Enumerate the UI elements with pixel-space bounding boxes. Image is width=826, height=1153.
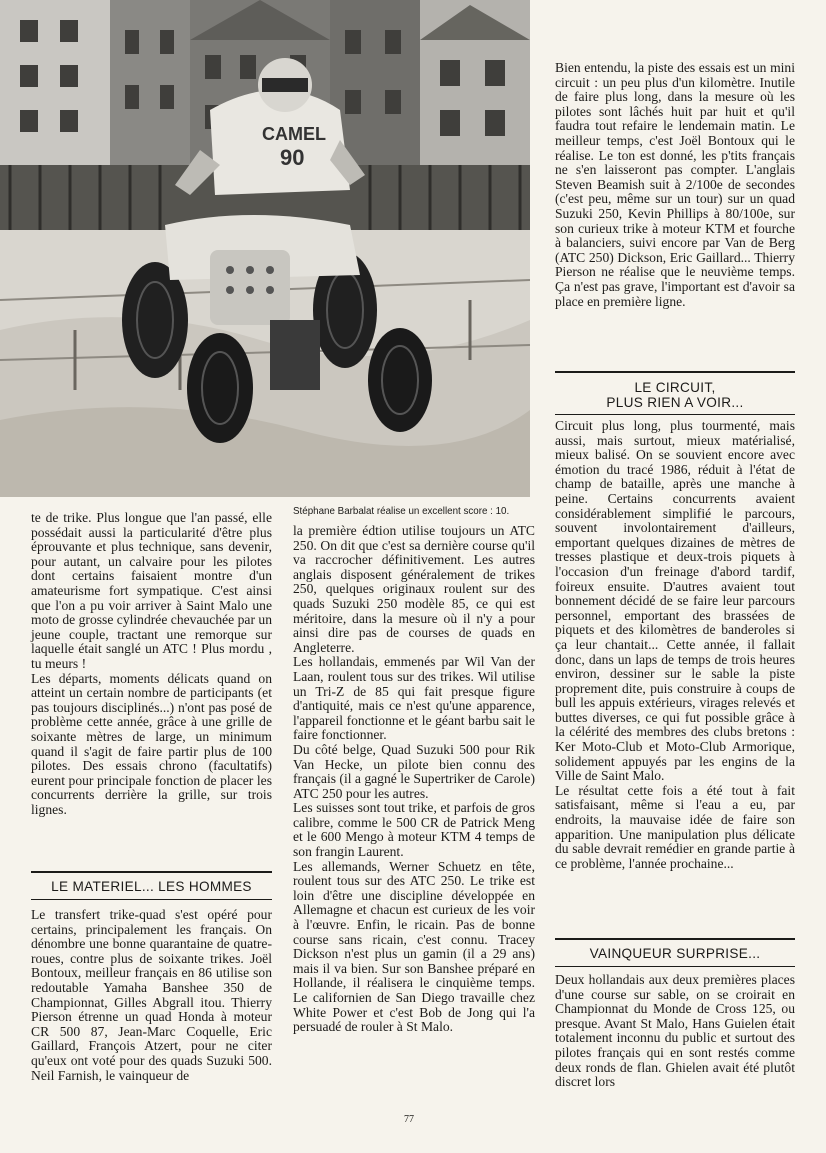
paragraph: Les hollandais, emmenés par Wil Van der Laan, roulent tous sur des trikes. Wil utilise un Tri-Z de 85 qui fait presque figure d'antiquité, mais ce n'est qu'une apparence, l'appareil fonctionne et le géant barbu sait le faire fonctionner. bbox=[293, 654, 535, 743]
section-heading-vainqueur: VAINQUEUR SURPRISE... bbox=[555, 938, 795, 967]
column-3-continued bbox=[555, 419, 795, 871]
heading-line: PLUS RIEN A VOIR... bbox=[606, 395, 744, 410]
paragraph: Les suisses sont tout trike, et parfois de gros calibre, comme le 500 CR de Patrick Meng et le 600 Mengo à moteur KTM 4 temps de son frangin Laurent. bbox=[293, 800, 535, 860]
paragraph: la première édtion utilise toujours un ATC 250. On dit que c'est sa dernière course qu'il va raccrocher définitivement. Les autres anglais disposent généralement de trikes 250, quelques originaux roulent sur des quads Suzuki 250 modèle 85, ce qui est méritoire, dans la mesure où il n'y a pour ainsi dire pas de courses de quads en Angleterre. bbox=[293, 523, 535, 655]
page-number: 77 bbox=[404, 1114, 414, 1125]
paragraph: Le résultat cette fois a été tout à fait satisfaisant, même si l'eau a eu, par endroits, la mauvaise idée de faire son apparition. Une manipulation plus délicate du sable devrait remédier en grande partie à ce problème, l'année prochaine... bbox=[555, 782, 795, 871]
photo-caption: Stéphane Barbalat réalise un excellent score : 10. bbox=[293, 506, 510, 517]
paragraph: Les départs, moments délicats quand on atteint un certain nombre de participants (et pas toujours disciplinés...) n'ont pas posé de problème cette année, grâce à une grille de soixante mètres de large, un minimum quand il s'agit de faire partir plus de 100 pilotes. Des essais chrono (facultatifs) eurent pour principale fonction de placer les concurrents derrière la grille, sur trois lignes. bbox=[31, 670, 272, 817]
paragraph: te de trike. Plus longue que l'an passé, elle possédait aussi la particularité d'être plus éprouvante et plus technique, sans devenir, pour autant, un calvaire pour les pilotes dont certains faisaient montre d'un amateurisme fort sympatique. C'est ainsi que l'on a pu voir arriver à Saint Malo une moto de grosse cylindrée chevauchée par un jeune couple, tractant une remorque sur laquelle était sanglé un ATC ! Plus mordu , tu meurs ! bbox=[31, 510, 272, 671]
paragraph: Circuit plus long, plus tourmenté, mais aussi, mais surtout, mieux matérialisé, mieux balisé. On se souvient encore avec émotion du tracé 1986, réduit à l'état de champ de bataille, après une manche à peine. Certains concurrents avaient considérablement simplifié le parcours, souvent involontairement d'ailleurs, emportant quelques dizaines de mètres de tresses plastique et deux-trois piquets à l'occasion d'un freinage d'abord tardif, foireux ensuite. D'autres avaient tout bonnement décidé de se faire leur parcours personnel, emportant des brassées de piquets et des kilomètres de banderoles si ça leur chantait... Cette année, il fallait donc, dans un laps de temps de trois heures environ, dessiner sur le sable la piste proprement dite, puis construire à coups de bull les appuis extérieurs, virages relevés et buttes diverses, ce qui fut possible grâce à la célérité des membres des clubs bretons : Ker Moto-Club et Moto-Club Armorique, solidement appuyés par les engins de la Ville de Saint Malo. bbox=[555, 418, 795, 784]
svg-text:CAMEL: CAMEL bbox=[262, 124, 326, 144]
column-3-final bbox=[555, 973, 795, 1090]
column-1-continued bbox=[31, 908, 272, 1083]
heading-line: LE CIRCUIT, bbox=[634, 380, 716, 395]
paragraph: Les allemands, Werner Schuetz en tête, roulent tous sur des ATC 250. Le trike est loin d'être une discipline développée en Allemagne et chacun est curieux de les voir à l'œuvre. Enfin, le ricain. Pas de bonne course sans ricain, c'est connu. Tracey Dickson n'est plus un gamin (il a 29 ans) mais il va bien. Sur son Banshee préparé en Hollande, il réalisera le cinquième temps. Le californien de San Diego travaille chez White Power et c'est Bob de Jong qui l'a persuadé de rouler à St Malo. bbox=[293, 858, 535, 1035]
section-heading-circuit bbox=[555, 371, 795, 415]
column-1 bbox=[31, 511, 272, 817]
column-2 bbox=[293, 524, 535, 1035]
svg-text:90: 90 bbox=[280, 145, 305, 170]
paragraph: Deux hollandais aux deux premières places d'une course sur sable, on se croirait en Championnat du Monde de Cross 125, ou presque. Avant St Malo, Hans Guielen était totalement inconnu du public et surtout des pilotes français qui en sont restés comme deux ronds de flan. Ghielen avait été plutôt discret lors bbox=[555, 972, 795, 1090]
section-heading-materiel: LE MATERIEL... LES HOMMES bbox=[31, 871, 272, 900]
paragraph: Du côté belge, Quad Suzuki 500 pour Rik Van Hecke, un pilote bien connu des français (il a gagné le Supertriker de Carole) ATC 250 pour les autres. bbox=[293, 741, 535, 801]
quad-rider-photo bbox=[0, 0, 530, 497]
column-3 bbox=[555, 61, 795, 309]
photo-illustration bbox=[0, 0, 530, 497]
paragraph: Bien entendu, la piste des essais est un mini circuit : un peu plus d'un kilomètre. Inutile de faire plus long, dans la mesure où les pilotes sont lâchés huit par huit et qu'il faudra tout refaire le lendemain matin. Le meilleur temps, c'est Joël Bontoux qui le réalise. Le ton est donné, les p'tits français ne s'en laisseront pas compter. L'anglais Steven Beamish suit à 2/100e de secondes (c'est peu, même sur un tour) sur un quad Suzuki 250, Kevin Phillips à 80/100e, sur son curieux trike à moteur KTM et fourche à balanciers, suivi encore par Van de Berg (ATC 250) Dickson, Eric Gaillard... Thierry Pierson ne réalise que le neuvième temps. Ça n'est pas grave, l'important est d'avoir sa place en première ligne. bbox=[555, 60, 795, 309]
paragraph: Le transfert trike-quad s'est opéré pour certains, principalement les français. On dénombre une bonne quarantaine de quatre-roues, contre plus de soixante trikes. Joël Bontoux, meilleur français en 86 utilise son redoutable Yamaha Banshee 350 de Championnat, Gilles Abgrall itou. Thierry Pierson étrenne un quad Honda à moteur CR 500 87, Jean-Marc Coquelle, Eric Gaillard, François Atzert, pour ne citer qu'eux ont voté pour des quads Suzuki 500. Neil Farnish, le vainqueur de bbox=[31, 907, 272, 1083]
